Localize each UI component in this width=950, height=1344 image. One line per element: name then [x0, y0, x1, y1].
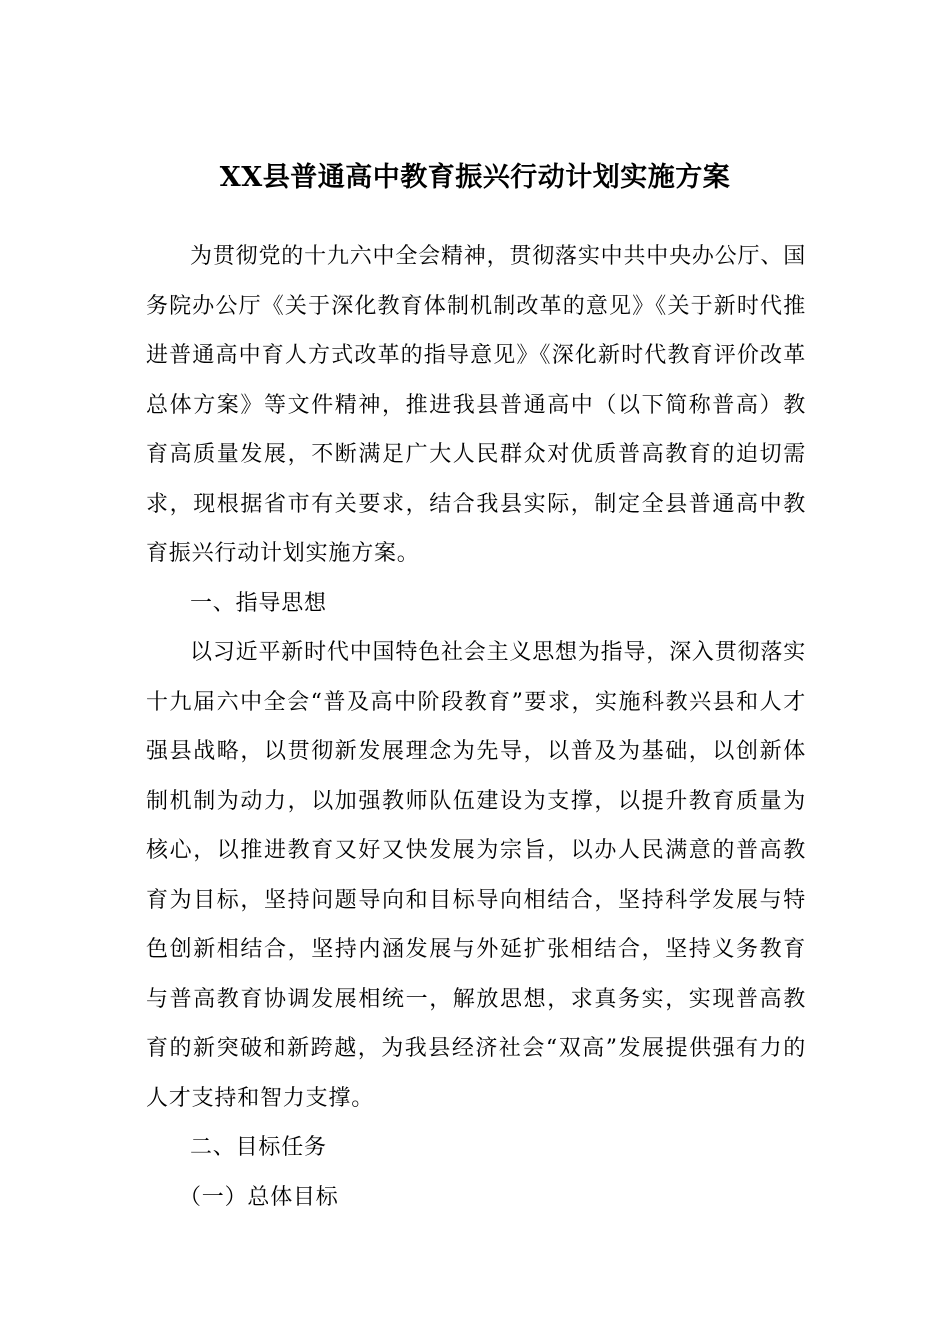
- section-heading-guiding-ideology: 一、指导思想: [190, 590, 327, 616]
- subsection-heading-overall-goal: （一）总体目标: [179, 1184, 339, 1210]
- section-heading-goals-tasks: 二、目标任务: [190, 1135, 327, 1160]
- intro-paragraph: 为贯彻党的十九六中全会精神，贯彻落实中共中央办公厅、国务院办公厅《关于深化教育体制机制改革的意见》《关于新时代推进普通高中育人方式改革的指导意见》《深化新时代教育评价改革总体方案》等文件精神，推进我县普通高中（以下简称普高）教育高质量发展，不断满足广大人民群众对优质普高教育的迫切需求，现根据省市有关要求，结合我县实际，制定全县普通高中教育振兴行动计划实施方案。: [146, 244, 806, 566]
- document-title: XX县普通高中教育振兴行动计划实施方案: [219, 162, 731, 193]
- guiding-ideology-paragraph: 以习近平新时代中国特色社会主义思想为指导，深入贯彻落实十九届六中全会“普及高中阶段教育”要求，实施科教兴县和人才强县战略，以贯彻新发展理念为先导，以普及为基础，以创新体制机制为动力，以加强教师队伍建设为支撑，以提升教育质量为核心，以推进教育又好又快发展为宗旨，以办人民满意的普高教育为目标，坚持问题导向和目标导向相结合，坚持科学发展与特色创新相结合，坚持内涵发展与外延扩张相结合，坚持义务教育与普高教育协调发展相统一，解放思想，求真务实，实现普高教育的新突破和新跨越，为我县经济社会“双高”发展提供强有力的人才支持和智力支撑。: [146, 640, 806, 1111]
- document-body: [146, 232, 806, 1222]
